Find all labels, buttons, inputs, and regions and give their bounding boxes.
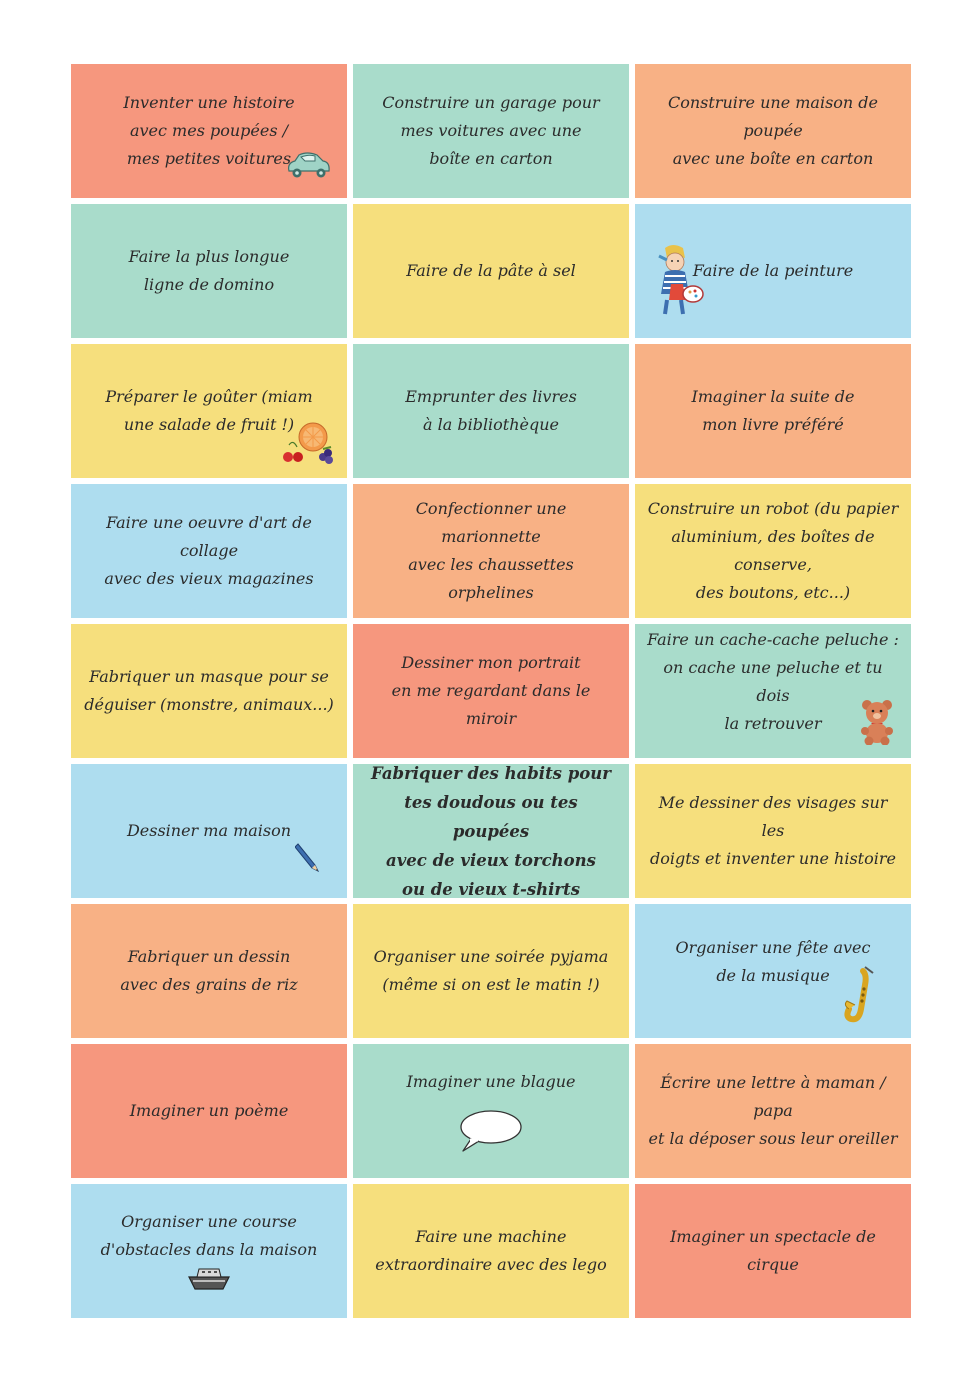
activity-card-grid xyxy=(71,64,911,1318)
activity-card xyxy=(353,1184,629,1318)
activity-card xyxy=(71,484,347,618)
activity-card-text: Imaginer un spectacle de cirque xyxy=(670,1227,876,1274)
activity-card xyxy=(635,1184,911,1318)
activity-card-text: Écrire une lettre à maman / papa et la déposer sous leur oreiller xyxy=(648,1073,898,1148)
activity-card xyxy=(71,344,347,478)
activity-card xyxy=(353,484,629,618)
activity-card-text: Fabriquer un dessin avec des grains de riz xyxy=(120,947,298,994)
activity-card-text: Construire un garage pour mes voitures avec une boîte en carton xyxy=(382,93,600,168)
activity-card-text: Dessiner mon portrait en me regardant dans le miroir xyxy=(391,653,591,728)
activity-card-text: Confectionner une marionnette avec les chaussettes orphelines xyxy=(408,499,574,602)
activity-card-text: Organiser une course d'obstacles dans la maison xyxy=(100,1212,318,1259)
activity-card-text: Imaginer la suite de mon livre préféré xyxy=(691,387,855,434)
activity-card-text: Organiser une fête avec de la musique xyxy=(675,938,871,985)
activity-card-text: Faire la plus longue ligne de domino xyxy=(128,247,290,294)
activity-card xyxy=(353,344,629,478)
activity-card xyxy=(353,204,629,338)
activity-card-text: Imaginer une blague xyxy=(406,1072,576,1091)
activity-card-text: Emprunter des livres à la bibliothèque xyxy=(405,387,577,434)
activity-card xyxy=(635,204,911,338)
activity-card xyxy=(635,1044,911,1178)
activity-card xyxy=(71,904,347,1038)
activity-card xyxy=(635,624,911,758)
activity-card-text: Organiser une soirée pyjama (même si on est le matin !) xyxy=(373,947,609,994)
activity-card-text: Construire un robot (du papier aluminium, des boîtes de conserve, des boutons, etc...) xyxy=(647,499,899,602)
activity-card-text: Faire une machine extraordinaire avec des lego xyxy=(375,1227,607,1274)
activity-card xyxy=(353,764,629,898)
activity-card xyxy=(71,1184,347,1318)
activity-card-text: Faire de la pâte à sel xyxy=(406,261,576,280)
activity-card-text: Faire de la peinture xyxy=(692,261,854,280)
activity-card-text: Faire une oeuvre d'art de collage avec des vieux magazines xyxy=(104,513,314,588)
activity-card xyxy=(635,344,911,478)
speech-bubble-icon xyxy=(457,1109,523,1160)
activity-card xyxy=(71,624,347,758)
activity-card xyxy=(353,624,629,758)
activity-card-text: Me dessiner des visages sur les doigts et inventer une histoire xyxy=(650,793,896,868)
activity-card xyxy=(71,1044,347,1178)
activity-card-text: Imaginer un poème xyxy=(129,1101,289,1120)
activity-card-text: Dessiner ma maison xyxy=(126,821,292,840)
activity-card-text: Fabriquer un masque pour se déguiser (monstre, animaux...) xyxy=(84,667,334,714)
activity-card xyxy=(635,904,911,1038)
boat-icon xyxy=(187,1263,231,1298)
activity-card xyxy=(635,484,911,618)
activity-card-text: Construire une maison de poupée avec une boîte en carton xyxy=(667,93,879,168)
activity-card xyxy=(71,64,347,198)
activity-card xyxy=(635,64,911,198)
activity-card xyxy=(353,1044,629,1178)
activity-card xyxy=(71,204,347,338)
activity-card-text: Faire un cache-cache peluche : on cache une peluche et tu dois la retrouver xyxy=(647,630,899,733)
pencil-icon xyxy=(295,841,321,878)
painting-child-icon xyxy=(655,244,705,323)
activity-card xyxy=(353,64,629,198)
car-icon xyxy=(283,149,333,186)
activity-card-text: Préparer le goûter (miam une salade de fruit !) xyxy=(105,387,313,434)
activity-card xyxy=(71,764,347,898)
activity-card-text: Inventer une histoire avec mes poupées / mes petites voitures xyxy=(123,93,295,168)
saxophone-icon xyxy=(843,965,877,1034)
activity-card xyxy=(353,904,629,1038)
activity-card-text: Fabriquer des habits pour tes doudous ou tes poupées avec de vieux torchons ou de vieux t-shirts xyxy=(371,763,611,899)
activity-card xyxy=(635,764,911,898)
teddy-bear-icon xyxy=(857,697,897,750)
fruit-icon xyxy=(279,421,339,472)
